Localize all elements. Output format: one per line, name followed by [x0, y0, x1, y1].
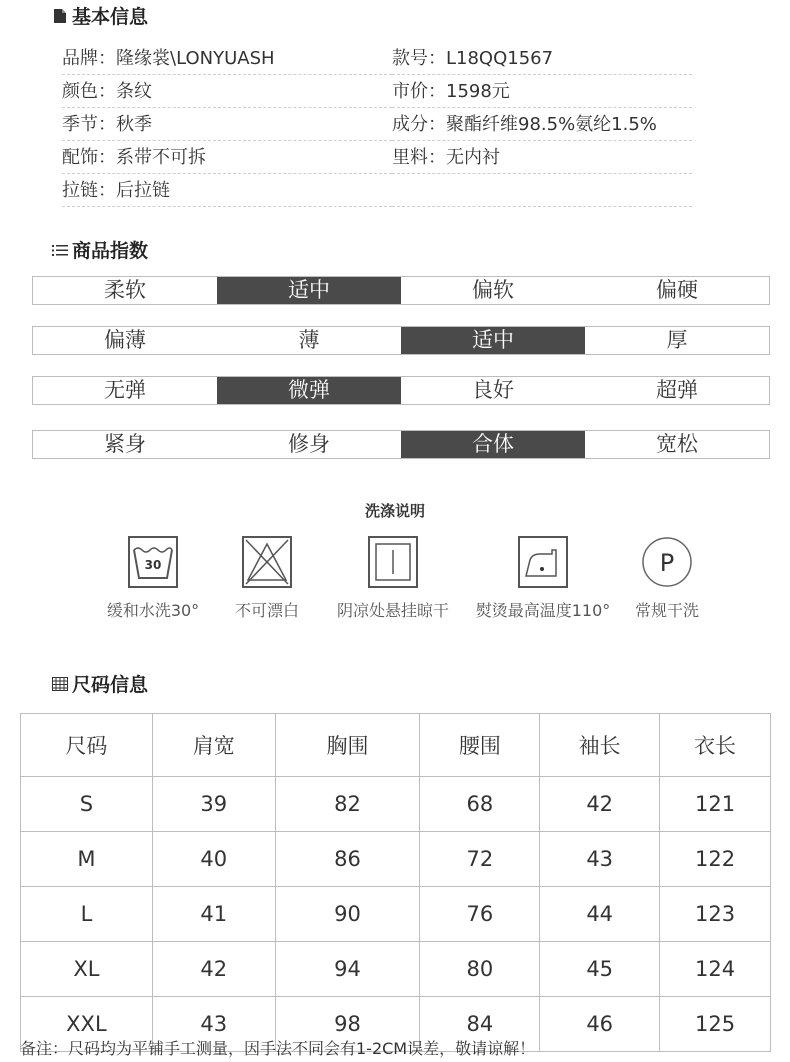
- info-season: 季节：秋季: [62, 108, 392, 141]
- table-cell: 46: [540, 997, 660, 1052]
- table-cell: L: [21, 887, 153, 942]
- table-cell: 40: [152, 832, 275, 887]
- index-option: 偏硬: [656, 278, 698, 302]
- wash-item: [104, 536, 202, 621]
- basic-info-grid: [62, 42, 692, 207]
- info-row: [62, 42, 692, 75]
- table-row: [21, 887, 771, 942]
- wash-temp-text: 30: [144, 558, 162, 572]
- wash-item: [220, 536, 314, 621]
- index-option: 厚: [666, 328, 688, 352]
- table-cell: 80: [420, 942, 540, 997]
- dry-clean-p-icon: [641, 536, 693, 588]
- index-bar-fit: [32, 430, 770, 459]
- table-cell: 43: [152, 997, 275, 1052]
- iron-110-icon: [518, 536, 568, 588]
- wash-label: 缓和水洗30°: [106, 601, 200, 620]
- table-cell: 123: [660, 887, 771, 942]
- size-info-title: 尺码信息: [72, 674, 149, 696]
- table-cell: 125: [660, 997, 771, 1052]
- hang-dry-shade-icon: [368, 536, 418, 588]
- table-cell: 68: [420, 777, 540, 832]
- wash-label: 阴凉处悬挂晾干: [336, 601, 449, 620]
- table-cell: 84: [420, 997, 540, 1052]
- index-bar-thickness: [32, 326, 770, 355]
- index-option: 薄: [298, 328, 320, 352]
- table-row: [21, 832, 771, 887]
- header-size: 尺码: [21, 714, 153, 777]
- table-cell: 94: [275, 942, 420, 997]
- table-cell: 42: [152, 942, 275, 997]
- list-icon: [52, 242, 68, 258]
- table-row: [21, 942, 771, 997]
- table-cell: S: [21, 777, 153, 832]
- wash-label: 不可漂白: [234, 601, 299, 620]
- table-cell: 45: [540, 942, 660, 997]
- table-cell: 86: [275, 832, 420, 887]
- table-cell: 72: [420, 832, 540, 887]
- info-market-price: 市价：1598元: [392, 75, 692, 108]
- table-cell: 98: [275, 997, 420, 1052]
- info-empty: [392, 174, 692, 207]
- table-cell: 124: [660, 942, 771, 997]
- basic-info-title: 基本信息: [72, 6, 149, 28]
- wash-item: [330, 536, 456, 621]
- wash-label: 常规干洗: [634, 601, 699, 620]
- table-cell: 82: [275, 777, 420, 832]
- index-option: 无弹: [104, 378, 146, 402]
- table-cell: 76: [420, 887, 540, 942]
- size-table: [20, 713, 771, 1052]
- wash-label: 熨烫最高温度110°: [475, 601, 611, 620]
- index-option-selected: 微弹: [217, 377, 401, 404]
- wash-title: 洗涤说明: [364, 502, 425, 520]
- no-bleach-icon: [242, 536, 292, 588]
- table-cell: 122: [660, 832, 771, 887]
- info-style-no: 款号：L18QQ1567: [392, 42, 692, 75]
- table-icon: [52, 676, 68, 692]
- index-option-selected: 适中: [217, 277, 401, 304]
- info-accessory: 配饰：系带不可拆: [62, 141, 392, 174]
- size-note: 备注：尺码均为平铺手工测量，因手法不同会有1-2CM误差，敬请谅解！: [20, 1039, 536, 1058]
- index-option: 偏薄: [104, 328, 146, 352]
- table-cell: 41: [152, 887, 275, 942]
- table-cell: 121: [660, 777, 771, 832]
- table-cell: XL: [21, 942, 153, 997]
- header-shoulder: 肩宽: [152, 714, 275, 777]
- index-option: 宽松: [656, 432, 698, 456]
- index-option: 偏软: [472, 278, 514, 302]
- product-index-title: 商品指数: [72, 240, 149, 262]
- wash-30-icon: [128, 536, 178, 588]
- dry-clean-letter: P: [659, 549, 675, 577]
- info-lining: 里料：无内衬: [392, 141, 692, 174]
- info-brand: 品牌：隆缘裳\LONYUASH: [62, 42, 392, 75]
- table-cell: XXL: [21, 997, 153, 1052]
- table-cell: 42: [540, 777, 660, 832]
- index-option: 超弹: [656, 378, 698, 402]
- table-cell: 44: [540, 887, 660, 942]
- index-option-selected: 合体: [401, 431, 585, 458]
- table-row: [21, 777, 771, 832]
- table-cell: 43: [540, 832, 660, 887]
- index-option-selected: 适中: [401, 327, 585, 354]
- table-cell: 39: [152, 777, 275, 832]
- index-option: 紧身: [104, 432, 146, 456]
- wash-item: [470, 536, 616, 621]
- header-length: 衣长: [660, 714, 771, 777]
- table-cell: 90: [275, 887, 420, 942]
- header-bust: 胸围: [275, 714, 420, 777]
- wash-item: [628, 536, 706, 621]
- product-index-heading: [52, 236, 148, 263]
- index-option: 良好: [472, 378, 514, 402]
- index-bar-elasticity: [32, 376, 770, 405]
- table-cell: M: [21, 832, 153, 887]
- document-icon: [52, 8, 68, 24]
- index-bar-softness: [32, 276, 770, 305]
- size-info-heading: [52, 670, 148, 697]
- info-row: [62, 75, 692, 108]
- header-waist: 腰围: [420, 714, 540, 777]
- basic-info-heading: [52, 2, 148, 29]
- info-row: [62, 108, 692, 141]
- index-option: 柔软: [104, 278, 146, 302]
- info-row: [62, 141, 692, 174]
- info-row: [62, 174, 692, 207]
- info-composition: 成分：聚酯纤维98.5%氨纶1.5%: [392, 108, 692, 141]
- info-color: 颜色：条纹: [62, 75, 392, 108]
- table-header-row: [21, 714, 771, 777]
- info-zipper: 拉链：后拉链: [62, 174, 392, 207]
- header-sleeve: 袖长: [540, 714, 660, 777]
- index-option: 修身: [288, 432, 330, 456]
